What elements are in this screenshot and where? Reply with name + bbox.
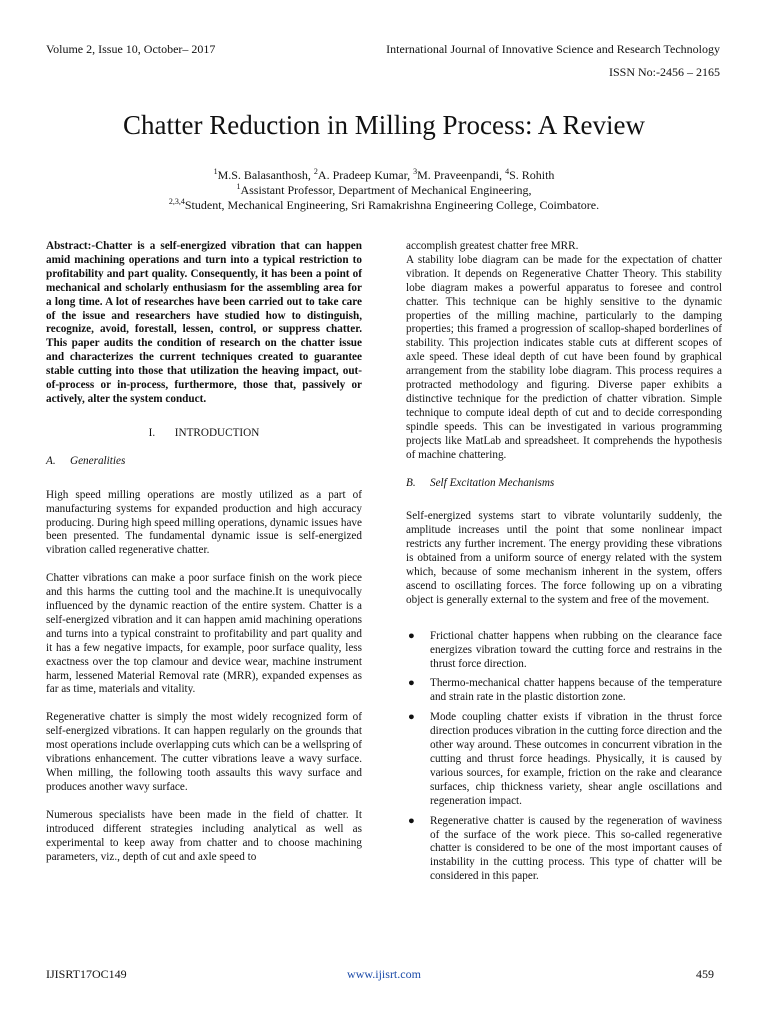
paragraph-continued: accomplish greatest chatter free MRR. — [406, 240, 579, 252]
page-number: 459 — [696, 967, 714, 981]
right-column — [406, 240, 722, 890]
subsection-heading-self-excitation: B. Self Excitation Mechanisms — [406, 476, 555, 489]
volume-issue: Volume 2, Issue 10, October– 2017 — [46, 42, 216, 56]
paragraph: Regenerative chatter is simply the most widely recognized form of self-energized vibrations. It can happen regularly on the grounds that most operations include overlapping cuts which can be a wellspring of vibrations enhancement. The cutter vibrations leave a wavy surface. When milling, the following tooth assaults this wavy surface and produces another wavy surface. — [46, 711, 362, 793]
bullet-icon: ● — [408, 814, 415, 827]
list-item: ● Thermo-mechanical chatter happens because of the temperature and strain rate in the plastic distortion zone. — [408, 677, 722, 704]
paper-title: Chatter Reduction in Milling Process: A Review — [123, 110, 645, 140]
paragraph: A stability lobe diagram can be made for the expectation of chatter vibration. It depends on Regenerative Chatter Theory. This stability lobe diagram makes a powerful apparatus to foresee and control chatter. This technique can be highly sensitive to the dynamic properties of the milling machine, particularly to the damping properties; this framed a progression of scallop-shaped borderlines of stability. This projection indicates stable cuts at different scopes of axle speed. These ideal depth of cut have been found by graphical arrangement from the stability lobe diagram. This process requires a protracted methodology and figuring. Diverse paper exhibits a distinctive technique for the prediction of chatter vibration. Simple technique to compute ideal depth of cut and to decide corresponding spindle speeds. This can be investigated in various programming projects like MatLab and spreadsheet. It comprehends the hypothesis of machine chattering. — [406, 253, 722, 461]
journal-name: International Journal of Innovative Science and Research Technology — [386, 42, 720, 56]
list-item: ● Frictional chatter happens when rubbing on the clearance face energizes vibration toward the cutting force and restrains in the thrust force direction. — [408, 629, 722, 670]
paper-code: IJISRT17OC149 — [46, 967, 127, 981]
section-heading-introduction: I. INTRODUCTION — [148, 426, 260, 439]
paragraph: High speed milling operations are mostly utilized as a part of manufacturing systems for expanded production and high accuracy producing. During high speed milling operations, dynamic issues have been presented. The fundamental dynamic issue is self-energized vibration called regenerative chatter. — [46, 488, 362, 557]
bullet-icon: ● — [408, 711, 415, 724]
bullet-icon: ● — [408, 677, 415, 690]
left-column — [46, 240, 362, 864]
issn: ISSN No:-2456 – 2165 — [608, 65, 720, 79]
affiliation-2: $^{2,3,4}$Student, Mechanical Engineering, Sri Ramakrishna Engineering College, Coimbatore. — [168, 197, 600, 212]
author-block — [0, 168, 768, 213]
journal-url-link[interactable]: www.ijisrt.com — [347, 967, 421, 981]
abstract: Abstract:-Chatter is a self-energized vibration that can happen amid machining operations and turn into a typical restriction to profitability and part quality. Consequently, it has been a point of mechanical and scholarly enthusiasm for the assembling area for a long time. A lot of researches have been carried out to take care of the issue and researchers have studied how to distinguish, recognize, avoid, forestall, lessen, control, or suppress chatter. This paper audits the condition of research on the chatter issue and characterizes the current techniques created to guarantee stable cutting into those that utilization the heaving impact, out-of-process or in-process, furthermore, those that, passively or actively, alter the system conduct. — [46, 240, 362, 405]
bullet-icon: ● — [408, 629, 415, 642]
list-item: ● Regenerative chatter is caused by the regeneration of waviness of the surface of the work piece. This so-called regenerative chatter is considered to be one of the most important causes of instability in the cutting process. This type of chatter will be considered in this paper. — [408, 814, 722, 883]
paragraph: Self-energized systems start to vibrate voluntarily suddenly, the amplitude increases until the point that some nonlinear impact restricts any further increment. The energy providing these vibrations is obtained from a uniform source of energy related with the system which, because of some mechanism inherent in the system, offers ascend to oscillating forces. The force following up on a vibrating object is generally external to the system and free of the movement. — [406, 510, 722, 606]
subsection-heading-generalities: A. Generalities — [46, 454, 126, 467]
author-names: $^1$M.S. Balasanthosh, $^2$A. Pradeep Kumar, $^3$M. Praveenpandi, $^4$S. Rohith — [213, 167, 555, 182]
chatter-types-list — [406, 630, 722, 884]
affiliation-1: $^1$Assistant Professor, Department of Mechanical Engineering, — [236, 182, 532, 197]
paragraph: Chatter vibrations can make a poor surface finish on the work piece and this harms the cutting tool and the machine.It is unequivocally influenced by the dynamic reaction of the entire system. Chatter is a self-energized vibration and it can happen amid machining operations and turns into a typical constraint to profitability and part quality and it has a few negative impacts, for example, poor surface quality, less exactness over the top clamour and device wear, machine instrument harm, lessened Material Removal rate (MRR), expanded expenses as far as time, materials and vitality. — [46, 572, 362, 696]
paragraph: Numerous specialists have been made in the field of chatter. It introduced different strategies including analytical as well as experimental to keep away from chatter and to choose machining parameters, viz., depth of cut and axle speed to — [46, 808, 362, 863]
list-item: ● Mode coupling chatter exists if vibration in the thrust force direction produces vibration in the cutting force direction and the other way around. These outcomes in concurrent vibration in the cutting and thrust force headings. Physically, it is caused by various sources, for example, friction on the rake and clearance surfaces, chip thickness variety, shear angle oscillations and regeneration impact. — [408, 711, 722, 807]
